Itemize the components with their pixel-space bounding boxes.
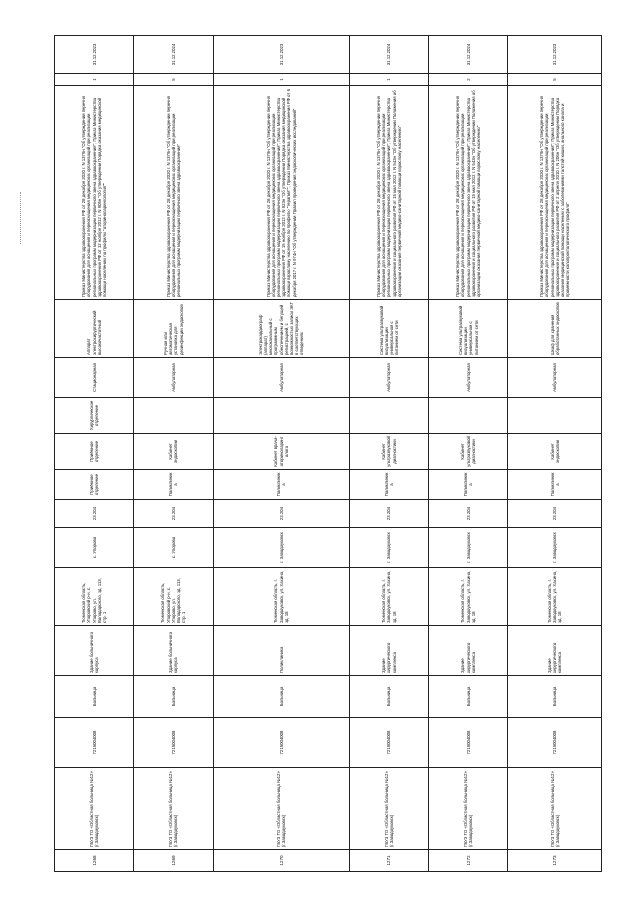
row-number: 1268 <box>55 850 134 872</box>
care-type: Амбулаторная <box>349 358 428 398</box>
due-date: 31.12.2023 <box>213 36 349 74</box>
equipment-name: Система ультразвуковой визуализации универсальная с питанием от сети <box>429 300 508 358</box>
room-secondary <box>429 398 508 434</box>
building-name: Здание хирургического комплекса <box>429 626 508 676</box>
address: Тюменская область, Упоровский р-н, с. Упорово, ул. Володарского, зд. 113, стр. 1 <box>55 568 134 626</box>
facility-type: Больница <box>213 676 349 718</box>
regulatory-orders: Приказ Министерства здравоохранения РФ от 28 декабря 2020 г. N 1379н "Об утверждении перечня оборудования для оснащения и переоснащения медицинских организаций при реализации региональных программ модернизации первичного звена здравоохранения"; Приказ Министерства здравоохранения и социального развития РФ от 15 мая 2012 г. N 543н "Об утверждении Положения об организации оказания первичной медико-санитарной помощи взрослому населению" <box>429 86 508 300</box>
building-name: Здание хирургического комплекса <box>508 626 602 676</box>
inn-code: 7215004008 <box>213 718 349 768</box>
room-name: Приёмное отделение <box>55 434 134 470</box>
room-name: Кабинет врача-оториноларинголога <box>213 434 349 470</box>
settlement: с. Упорово <box>134 528 213 568</box>
organization-name: ГБУЗ ТО «Областная больница №12» (г.Заводоуковск) <box>349 768 428 850</box>
row-number: 1271 <box>349 850 428 872</box>
regulatory-orders: Приказ Министерства здравоохранения РФ от 28 декабря 2020 г. N 1379н "Об утверждении перечня оборудования для оснащения и переоснащения медицинских организаций при реализации региональных программ модернизации первичного звена здравоохранения"; Приказ Министерства здравоохранения РФ от 12 ноября 2012 г. N 905н "Об утверждении Порядка оказания медицинской помощи населению по профилю "оториноларингология"" <box>55 86 134 300</box>
inn-code: 7215004008 <box>55 718 134 768</box>
facility-type: Больница <box>55 676 134 718</box>
due-date: 31.12.2023 <box>55 36 134 74</box>
equipment-name: Система ультразвуковой визуализации универсальная с питанием от сети <box>349 300 428 358</box>
code: 23.204 <box>349 500 428 528</box>
room-secondary <box>508 398 602 434</box>
organization-name: ГБУЗ ТО «Областная больница №12» (г.Заводоуковск) <box>134 768 213 850</box>
quantity: 5 <box>508 74 602 86</box>
care-type: Амбулаторная <box>134 358 213 398</box>
care-type: Стационарная <box>55 358 134 398</box>
settlement: г. Заводоуковск <box>508 528 602 568</box>
organization-name: ГБУЗ ТО «Областная больница №12» (г.Заводоуковск) <box>429 768 508 850</box>
unit-name: Поликлиника <box>508 470 602 500</box>
due-date: 31.12.2024 <box>134 36 213 74</box>
facility-type: Больница <box>134 676 213 718</box>
unit-name: Поликлиника <box>134 470 213 500</box>
building-name: Поликлиника <box>213 626 349 676</box>
facility-type: Больница <box>508 676 602 718</box>
regulatory-orders: Приказ Министерства здравоохранения РФ от 28 декабря 2020 г. N 1379н "Об утверждении перечня оборудования для оснащения и переоснащения медицинских организаций при реализации региональных программ модернизации первичного звена здравоохранения"; Приказ Министерства здравоохранения и социального развития РФ от 15 мая 2012 г. N 543н "Об утверждении Положения об организации оказания первичной медико-санитарной помощи взрослому населению" <box>349 86 428 300</box>
care-type: Амбулаторная <box>213 358 349 398</box>
table-row <box>213 36 349 872</box>
equipment-name: Шкаф для хранения обработанных эндоскопов <box>508 300 602 358</box>
quantity: 2 <box>429 74 508 86</box>
row-number: 1273 <box>508 850 602 872</box>
address: Тюменская область, г. Заводоуковск, ул. Хахина, зд. 18 <box>213 568 349 626</box>
equipment-table <box>54 35 602 872</box>
room-secondary <box>134 398 213 434</box>
row-number: 1272 <box>429 850 508 872</box>
due-date: 31.12.2023 <box>508 36 602 74</box>
row-number: 1270 <box>213 850 349 872</box>
quantity: 1 <box>55 74 134 86</box>
inn-code: 7215004008 <box>508 718 602 768</box>
due-date: 31.12.2024 <box>349 36 428 74</box>
inn-code: 7215004008 <box>349 718 428 768</box>
settlement: г. Заводоуковск <box>429 528 508 568</box>
scan-artifact <box>20 192 23 244</box>
room-secondary <box>349 398 428 434</box>
quantity: 1 <box>349 74 428 86</box>
building-name: Здание больничного корпуса <box>55 626 134 676</box>
inn-code: 7215004008 <box>429 718 508 768</box>
unit-name: Поликлиника <box>213 470 349 500</box>
unit-name: Приёмное отделение <box>55 470 134 500</box>
unit-name: Поликлиника <box>429 470 508 500</box>
table-row <box>349 36 428 872</box>
quantity: 5 <box>134 74 213 86</box>
room-name: Кабинет эндоскопии <box>508 434 602 470</box>
regulatory-orders: Приказ Министерства здравоохранения РФ от 28 декабря 2020 г. N 1379н "Об утверждении перечня оборудования для оснащения и переоснащения медицинских организаций при реализации региональных программ модернизации первичного звена здравоохранения"; Приказ Министерства здравоохранения и социального развития РФ от 2 апреля 2010 г. N 206н "Об утверждении Порядка оказания медицинской помощи населению с заболеваниями толстой кишки, анального канала и промежности колопроктологического профиля" <box>508 86 602 300</box>
table-row <box>429 36 508 872</box>
facility-type: Больница <box>429 676 508 718</box>
room-name: Кабинет ультразвуковой диагностики <box>349 434 428 470</box>
regulatory-orders: Приказ Министерства здравоохранения РФ от 28 декабря 2020 г. N 1379н "Об утверждении перечня оборудования для оснащения и переоснащения медицинских организаций при реализации региональных программ модернизации первичного звена здравоохранения" <box>134 86 213 300</box>
room-secondary <box>213 398 349 434</box>
building-name: Здание хирургического комплекса <box>349 626 428 676</box>
row-number: 1269 <box>134 850 213 872</box>
equipment-name: Ручная или автоматическая установка для дезинфекции эндоскопов <box>134 300 213 358</box>
code: 23.204 <box>429 500 508 528</box>
address: Тюменская область, Упоровский р-н, с. Упорово, ул. Володарского, зд. 113, стр. 1 <box>134 568 213 626</box>
equipment-name: Аппарат электрохирургический высокочастотный <box>55 300 134 358</box>
rotated-table-wrapper <box>54 36 602 872</box>
table-row <box>55 36 134 872</box>
code: 23.204 <box>213 500 349 528</box>
code: 23.204 <box>55 500 134 528</box>
address: Тюменская область, г. Заводоуковск, ул. Хахина, зд. 18 <box>349 568 428 626</box>
facility-type: Больница <box>349 676 428 718</box>
table-row <box>134 36 213 872</box>
settlement: с. Упорово <box>55 528 134 568</box>
address: Тюменская область, г. Заводоуковск, ул. Хахина, зд. 18 <box>508 568 602 626</box>
address: Тюменская область, г. Заводоуковск, ул. Хахина, зд. 18 <box>429 568 508 626</box>
organization-name: ГБУЗ ТО «Областная больница №12» (г.Заводоуковск) <box>213 768 349 850</box>
organization-name: ГБУЗ ТО «Областная больница №12» (г.Заводоуковск) <box>55 768 134 850</box>
organization-name: ГБУЗ ТО «Областная больница №12» (г.Заводоуковск) <box>508 768 602 850</box>
building-name: Здание больничного корпуса <box>134 626 213 676</box>
regulatory-orders: Приказ Министерства здравоохранения РФ от 28 декабря 2020 г. N 1379н "Об утверждении перечня оборудования для оснащения и переоснащения медицинских организаций при реализации региональных программ модернизации первичного звена здравоохранения"; Приказ Министерства здравоохранения РФ от 15 ноября 2012 г. N 923н "Об утверждении Порядка оказания медицинской помощи взрослому населению по профилю "терапия""; Приказ Министерства здравоохранения РФ от 6 декабря 2017 г. N 974н "Об утверждении Правил проведения эндоскопических исследований" <box>213 86 349 300</box>
table-row <box>508 36 602 872</box>
room-name: Кабинет эндоскопии <box>134 434 213 470</box>
settlement: г. Заводоуковск <box>349 528 428 568</box>
room-secondary: Хирургическое отделение <box>55 398 134 434</box>
due-date: 31.12.2024 <box>429 36 508 74</box>
settlement: г. Заводоуковск <box>213 528 349 568</box>
unit-name: Поликлиника <box>349 470 428 500</box>
equipment-name: Электрокардиограф (аппарат) многоканальный с программным обеспечением и бегущей регистрацией, с возможностью записи ЭКГ в соответствующих отведениях <box>213 300 349 358</box>
room-name: Кабинет ультразвуковой диагностики <box>429 434 508 470</box>
care-type: Амбулаторная <box>508 358 602 398</box>
code: 23.204 <box>134 500 213 528</box>
care-type: Амбулаторная <box>429 358 508 398</box>
quantity: 1 <box>213 74 349 86</box>
inn-code: 7215004008 <box>134 718 213 768</box>
code: 23.204 <box>508 500 602 528</box>
